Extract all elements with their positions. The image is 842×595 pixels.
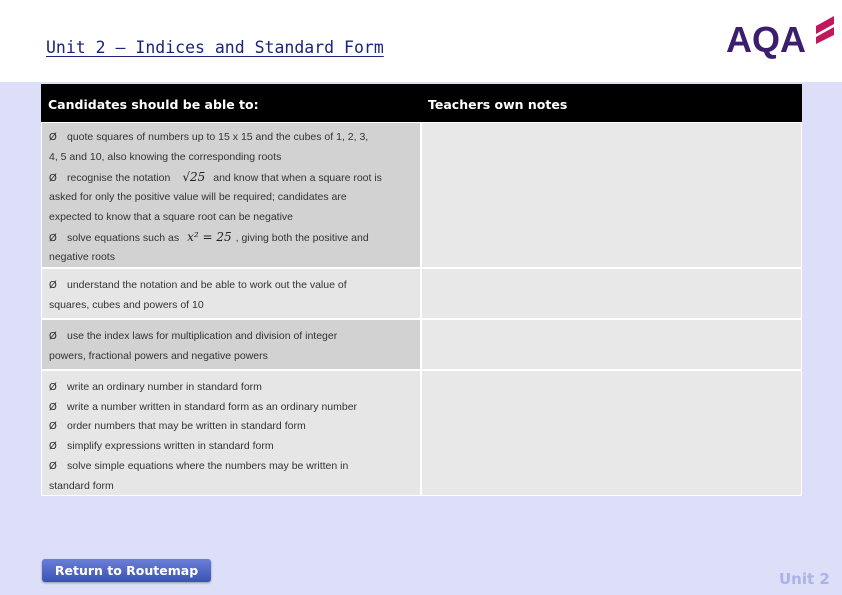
return-to-routemap-button[interactable]: Return to Routemap xyxy=(42,559,211,582)
table-row xyxy=(41,319,421,370)
aqa-logo-mark-icon xyxy=(814,14,836,44)
bullet-arrow-icon: Ø xyxy=(49,233,57,244)
list-item: Ø solve equations such as x² = 25 , giving both the positive and xyxy=(49,230,369,244)
page-title: Unit 2 – Indices and Standard Form xyxy=(46,38,384,57)
bullet-arrow-icon: Ø xyxy=(49,461,57,472)
aqa-logo xyxy=(726,14,838,62)
aqa-logo-text: AQA xyxy=(726,19,806,60)
list-item: Ø use the index laws for multiplication and division of integer xyxy=(49,330,338,342)
header-bar xyxy=(0,0,842,82)
bullet-arrow-icon: Ø xyxy=(49,402,57,413)
list-item-continuation: 4, 5 and 10, also knowing the corresponding roots xyxy=(49,151,282,163)
bullet-arrow-icon: Ø xyxy=(49,382,57,393)
list-item-continuation: expected to know that a square root can be negative xyxy=(49,211,293,223)
header-notes-label: Teachers own notes xyxy=(428,97,568,112)
sqrt-notation: √25 xyxy=(182,170,206,184)
equation-notation: x² = 25 xyxy=(187,230,232,244)
bullet-arrow-icon: Ø xyxy=(49,132,57,143)
list-item: Ø quote squares of numbers up to 15 x 15 and the cubes of 1, 2, 3, xyxy=(49,131,369,143)
list-item-continuation: squares, cubes and powers of 10 xyxy=(49,299,204,311)
bullet-arrow-icon: Ø xyxy=(49,441,57,452)
list-item-continuation: standard form xyxy=(49,480,114,492)
table-row xyxy=(41,268,421,319)
header-notes xyxy=(421,84,802,122)
bullet-arrow-icon: Ø xyxy=(49,421,57,432)
notes-cell[interactable] xyxy=(421,319,802,370)
list-item: Ø recognise the notation √25 and know that when a square root is xyxy=(49,170,382,184)
header-candidates xyxy=(41,84,421,122)
bullet-arrow-icon: Ø xyxy=(49,331,57,342)
notes-cell[interactable] xyxy=(421,268,802,319)
list-item: Ø write an ordinary number in standard form xyxy=(49,381,262,393)
bullet-arrow-icon: Ø xyxy=(49,280,57,291)
list-item: Ø understand the notation and be able to work out the value of xyxy=(49,279,347,291)
unit-label: Unit 2 xyxy=(779,570,830,588)
bullet-arrow-icon: Ø xyxy=(49,173,57,184)
table-row xyxy=(41,122,421,268)
list-item: Ø simplify expressions written in standard form xyxy=(49,440,274,452)
list-item: Ø write a number written in standard form as an ordinary number xyxy=(49,401,358,413)
notes-cell[interactable] xyxy=(421,370,802,496)
table-row xyxy=(41,370,421,496)
list-item-continuation: asked for only the positive value will be required; candidates are xyxy=(49,191,347,203)
list-item: Ø solve simple equations where the numbers may be written in xyxy=(49,460,349,472)
list-item: Ø order numbers that may be written in standard form xyxy=(49,420,306,432)
list-item-continuation: negative roots xyxy=(49,251,115,263)
list-item-continuation: powers, fractional powers and negative powers xyxy=(49,350,268,362)
header-candidates-label: Candidates should be able to: xyxy=(48,97,259,112)
notes-cell[interactable] xyxy=(421,122,802,268)
